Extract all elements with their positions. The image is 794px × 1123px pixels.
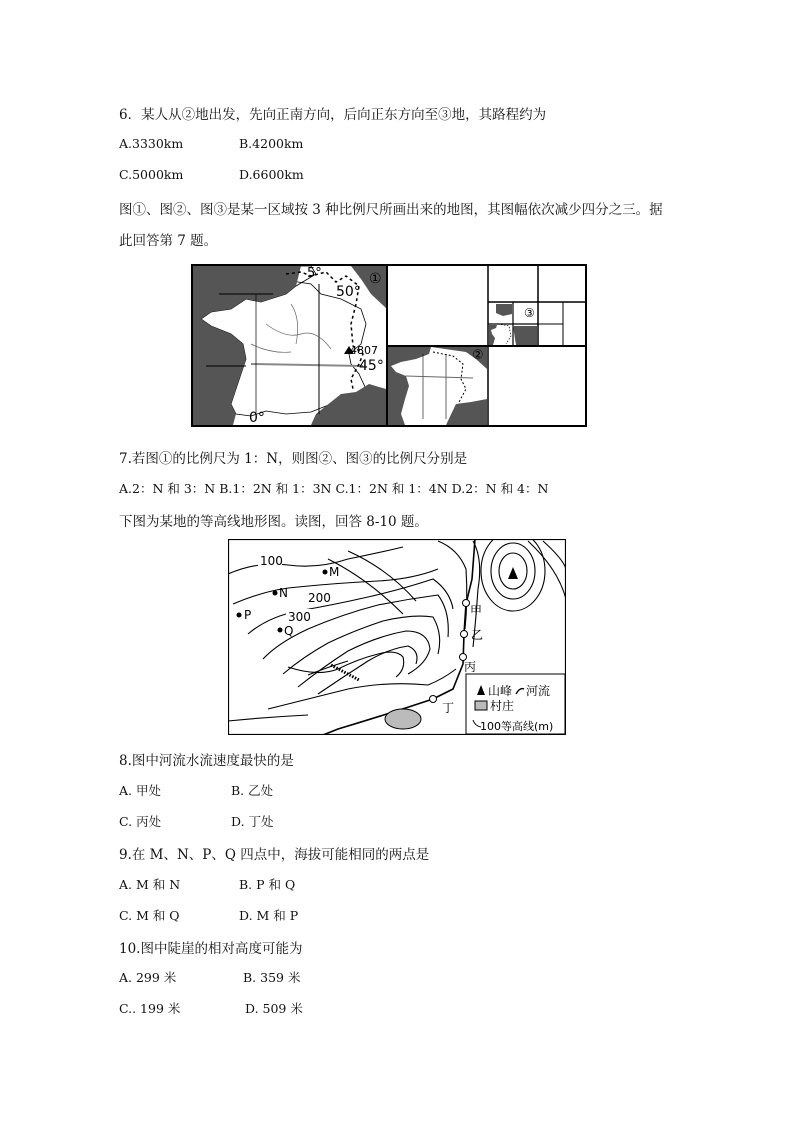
q8-stem: 8.图中河流水流速度最快的是 [119,753,294,769]
place-bing: 丙 [464,660,477,674]
point-q-label: Q [284,624,294,638]
q6-option-a: A.3330km [119,136,184,151]
q6-option-c: C.5000km [119,167,184,182]
q9-stem: 9.在 M、N、P、Q 四点中，海拔可能相同的两点是 [119,847,430,863]
q9-option-d: D. M 和 P [239,908,299,923]
q10-option-a: A. 299 米 [119,970,177,985]
q6-option-d: D.6600km [239,167,304,182]
q6-stem: 6．某人从②地出发，先向正南方向，后向正东方向至③地，其路程约为 [119,107,547,123]
map1-number: ① [369,271,382,287]
place-jia: 甲 [470,604,483,618]
intro8-text: 下图为某地的等高线地形图。读图，回答 8-10 题。 [119,514,428,530]
map1-peak-label: 4807 [350,344,378,357]
q7-stem: 7.若图①的比例尺为 1：N，则图②、图③的比例尺分别是 [119,451,468,467]
q10-option-c: C.. 199 米 [119,1001,181,1016]
point-q-marker [278,628,283,633]
intro7-line2: 此回答第 7 题。 [119,233,218,249]
point-p-label: P [244,608,252,622]
point-p-marker [237,613,242,618]
village-shape [385,709,421,729]
legend-river-label: 河流 [526,684,551,698]
q8-option-c: C. 丙处 [119,814,162,829]
scale-maps-figure [191,264,587,427]
legend [466,674,565,734]
point-yi-marker [461,631,468,638]
legend-peak-label: 山峰 [488,684,513,698]
map1-label-45deg: 45° [359,358,384,374]
q9-option-b: B. P 和 Q [239,877,296,892]
map1-label-5deg: 5° [307,266,322,281]
map1-island [369,399,381,419]
contour-label-100: 100 [260,554,283,568]
q9-option-a: A. M 和 N [119,877,181,892]
q9-option-c: C. M 和 Q [119,908,180,923]
map1 [193,266,387,426]
place-yi: 乙 [471,628,484,642]
legend-village-icon [475,701,487,710]
contour-label-300: 300 [288,610,311,624]
q7-options: A.2：N 和 3：N B.1：2N 和 1：3N C.1：2N 和 1：4N D.2：N 和 4：N [119,481,549,496]
point-jia-marker [463,600,470,607]
map2-number: ② [472,348,484,363]
map1-label-50deg: 50° [336,284,361,300]
legend-village-label: 村庄 [490,699,515,713]
legend-contour-value: 100 [480,720,501,733]
point-ding-marker [430,696,437,703]
point-m-marker [323,570,328,575]
q10-option-b: B. 359 米 [243,970,301,985]
contour-label-200: 200 [308,591,331,605]
intro7-line1: 图①、图②、图③是某一区域按 3 种比例尺所画出来的地图，其图幅依次减少四分之三。据 [119,202,663,218]
legend-contour-label: 等高线(m) [501,720,554,733]
point-n-label: N [279,586,288,600]
point-m-label: M [329,565,340,579]
q10-option-d: D. 509 米 [245,1001,303,1016]
map1-label-0deg: 0° [249,410,265,426]
q8-option-d: D. 丁处 [231,814,274,829]
map3-number: ③ [524,306,535,320]
place-ding: 丁 [442,701,455,715]
point-n-marker [273,591,278,596]
q8-option-a: A. 甲处 [119,783,161,798]
q8-option-b: B. 乙处 [231,783,274,798]
q6-option-b: B.4200km [239,136,304,151]
contour-map-figure [228,539,566,735]
q10-stem: 10.图中陡崖的相对高度可能为 [119,941,303,957]
